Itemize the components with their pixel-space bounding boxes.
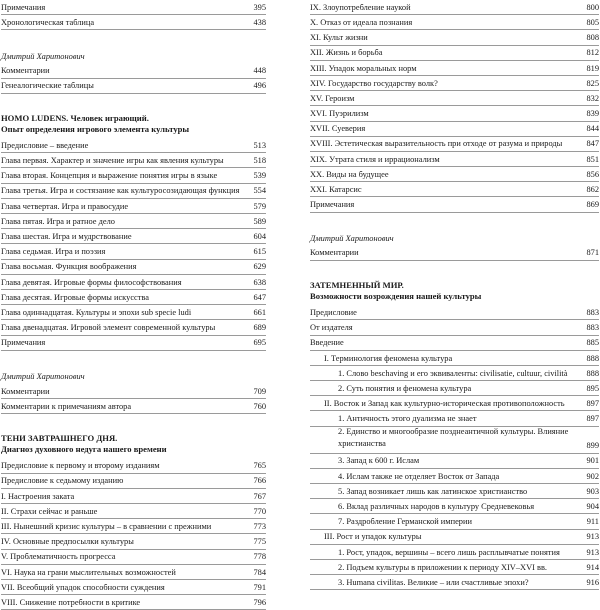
toc-entry-title: Глава двенадцатая. Игровой элемент современной культуры	[1, 324, 216, 333]
toc-entry-page: 904	[586, 502, 599, 511]
section-title: ТЕНИ ЗАВТРАШНЕГО ДНЯ.	[1, 433, 118, 444]
toc-entry-page: 901	[586, 456, 599, 466]
toc-entry-title: Хронологическая таблица	[1, 18, 95, 27]
toc-entry-title: 1. Слово beschaving и его эквиваленты: civilisatie, cultuur, civilità	[338, 369, 568, 378]
left-author2-entries	[1, 384, 266, 414]
toc-entry-title: XV. Героизм	[310, 94, 355, 103]
right-section-entries	[310, 305, 599, 590]
toc-entry-title: VII. Всеобщий упадок способности суждения	[1, 583, 165, 592]
toc-entry-title: Предисловие – введение	[1, 141, 89, 150]
toc-entry-page: 629	[253, 262, 266, 272]
toc-entry-page: 808	[586, 33, 599, 43]
toc-entry-page: 916	[586, 577, 599, 587]
toc-entry-page: 844	[586, 124, 599, 134]
toc-entry[interactable]	[310, 30, 599, 45]
toc-entry-title: Введение	[310, 339, 344, 348]
toc-entry[interactable]	[1, 336, 266, 351]
toc-entry-page: 862	[586, 185, 599, 195]
toc-entry-title: II. Восток и Запад как культурно-историческая противоположность	[324, 400, 565, 409]
toc-entry-title: Предисловие	[310, 308, 357, 317]
toc-entry-title: Глава третья. Игра и состязание как культуросозидающая функция	[1, 187, 240, 196]
toc-entry-page: 773	[253, 521, 266, 531]
toc-entry-page: 913	[586, 532, 599, 542]
toc-entry-title: III. Рост и упадок культуры	[324, 533, 422, 542]
toc-entry-title: Глава восьмая. Функция воображения	[1, 263, 137, 272]
toc-entry[interactable]	[310, 152, 599, 167]
toc-entry-title: X. Отказ от идеала познания	[310, 18, 413, 27]
toc-entry[interactable]	[310, 351, 599, 366]
toc-entry[interactable]	[310, 246, 599, 261]
toc-entry-title: I. Терминология феномена культура	[324, 354, 453, 363]
toc-entry-title: Глава одиннадцатая. Культуры и эпохи sub specie ludi	[1, 308, 192, 317]
toc-entry-title: Предисловие к седьмому изданию	[1, 477, 124, 486]
toc-entry-page: 766	[253, 476, 266, 486]
toc-entry-title: Комментарии	[310, 249, 359, 258]
toc-entry-page: 496	[253, 81, 266, 91]
toc-entry-page: 805	[586, 17, 599, 27]
toc-entry-page: 839	[586, 109, 599, 119]
toc-entry-title: IX. Злоупотребление наукой	[310, 3, 411, 12]
section-subtitle: Опыт определения игрового элемента культуры	[1, 123, 190, 134]
section-heading	[1, 109, 266, 138]
toc-entry-title: XVIII. Эстетическая выразительность при отходе от разума и природы	[310, 140, 563, 149]
toc-entry[interactable]	[1, 384, 266, 399]
toc-entry[interactable]	[310, 575, 599, 590]
toc-entry-title: XVII. Суеверия	[310, 125, 366, 134]
toc-entry-title: Примечания	[1, 3, 46, 12]
toc-entry-page: 897	[586, 399, 599, 409]
toc-entry[interactable]	[310, 106, 599, 121]
toc-entry[interactable]	[1, 199, 266, 214]
toc-entry[interactable]	[1, 15, 266, 30]
toc-entry-page: 661	[253, 307, 266, 317]
toc-entry-page: 902	[586, 471, 599, 481]
toc-entry-title: Примечания	[1, 339, 46, 348]
toc-entry-title: 5. Запад возникает лишь как латинское христианство	[338, 487, 528, 496]
toc-entry[interactable]	[310, 499, 599, 514]
toc-entry[interactable]	[1, 260, 266, 275]
toc-entry-title: От издателя	[310, 324, 353, 333]
toc-entry-title: Глава десятая. Игровые формы искусства	[1, 293, 149, 302]
toc-entry-title: Глава первая. Характер и значение игры как явления культуры	[1, 157, 224, 166]
toc-entry-title: XII. Жизнь и борьба	[310, 49, 383, 58]
toc-entry[interactable]	[310, 320, 599, 335]
toc-entry[interactable]	[1, 168, 266, 183]
toc-entry[interactable]	[310, 484, 599, 499]
toc-entry-title: II. Страхи сейчас и раньше	[1, 507, 98, 516]
toc-entry[interactable]	[1, 519, 266, 534]
toc-entry-page: 899	[586, 441, 599, 451]
section-heading	[310, 276, 599, 305]
toc-entry-page: 832	[586, 93, 599, 103]
toc-entry[interactable]	[1, 534, 266, 549]
toc-entry-page: 819	[586, 63, 599, 73]
toc-entry-title: Комментарии	[1, 67, 50, 76]
toc-entry-title: 2. Суть понятия и феномена культура	[338, 384, 472, 393]
toc-entry[interactable]	[310, 454, 599, 469]
toc-entry-page: 791	[253, 582, 266, 592]
toc-entry-page: 589	[253, 216, 266, 226]
toc-entry-title: 1. Античность этого дуализма не знает	[338, 415, 477, 424]
toc-entry-page: 869	[586, 200, 599, 210]
toc-entry[interactable]	[310, 76, 599, 91]
author-name: Дмитрий Харитонович	[1, 372, 85, 382]
toc-entry-title: III. Нынешний кризис культуры – в сравнении с прежними	[1, 522, 212, 531]
toc-entry-page: 579	[253, 201, 266, 211]
toc-entry-title: VI. Наука на грани мыслительных возможностей	[1, 568, 176, 577]
toc-entry[interactable]	[1, 550, 266, 565]
toc-entry-page: 513	[253, 140, 266, 150]
toc-entry[interactable]	[310, 514, 599, 529]
toc-entry[interactable]	[1, 184, 266, 199]
toc-entry-title: Глава вторая. Концепция и выражение понятия игры в языке	[1, 172, 218, 181]
toc-entry[interactable]	[1, 79, 266, 94]
toc-entry-title: XXI. Катарсис	[310, 186, 362, 195]
toc-entry[interactable]	[310, 15, 599, 30]
toc-entry-page: 825	[586, 78, 599, 88]
toc-entry-title: Предисловие к первому и второму изданиям	[1, 462, 160, 471]
toc-entry-page: 812	[586, 48, 599, 58]
toc-entry-title: Глава седьмая. Игра и поэзия	[1, 248, 106, 257]
right-top-entries	[310, 0, 599, 213]
toc-entry[interactable]	[1, 153, 266, 168]
toc-entry[interactable]	[310, 336, 599, 351]
toc-entry[interactable]	[1, 320, 266, 335]
toc-entry[interactable]	[1, 595, 266, 610]
section-subtitle: Диагноз духовного недуга нашего времени	[1, 444, 167, 455]
toc-entry[interactable]	[310, 0, 599, 15]
toc-entry-title: XI. Культ жизни	[310, 34, 368, 43]
toc-entry-page: 796	[253, 597, 266, 607]
toc-entry-page: 883	[586, 307, 599, 317]
toc-entry-page: 897	[586, 414, 599, 424]
toc-entry[interactable]	[310, 122, 599, 137]
toc-entry-page: 913	[586, 547, 599, 557]
toc-entry[interactable]	[310, 411, 599, 426]
toc-entry-title: Комментарии	[1, 387, 50, 396]
toc-entry-page: 856	[586, 169, 599, 179]
toc-entry[interactable]	[310, 427, 599, 454]
toc-entry-page: 888	[586, 353, 599, 363]
toc-entry-title: 7. Раздробление Германской империи	[338, 518, 472, 527]
toc-entry[interactable]	[1, 63, 266, 78]
right-author-entries	[310, 246, 599, 261]
toc-entry-page: 767	[253, 491, 266, 501]
toc-entry-page: 395	[253, 2, 266, 12]
toc-entry-page: 438	[253, 17, 266, 27]
toc-entry-page: 695	[253, 338, 266, 348]
toc-entry-page: 775	[253, 537, 266, 547]
toc-entry[interactable]	[1, 0, 266, 15]
toc-entry[interactable]	[1, 474, 266, 489]
toc-entry-page: 615	[253, 247, 266, 257]
toc-entry[interactable]	[1, 504, 266, 519]
section-title: ЗАТЕМНЕННЫЙ МИР.	[310, 279, 404, 290]
toc-entry[interactable]	[1, 399, 266, 414]
toc-entry[interactable]	[1, 229, 266, 244]
left-section2-entries	[1, 458, 266, 610]
toc-entry-page: 770	[253, 506, 266, 516]
toc-entry-title: Глава четвертая. Игра и правосудие	[1, 202, 129, 211]
toc-entry-title: 3. Humana civilitas. Великие – или счастливые эпохи?	[338, 578, 529, 587]
toc-entry-title: 3. Запад к 600 г. Ислам	[338, 457, 420, 466]
toc-entry-title: XX. Виды на будущее	[310, 170, 389, 179]
toc-entry-title: XIII. Упадок моральных норм	[310, 64, 417, 73]
toc-entry-page: 800	[586, 2, 599, 12]
toc-entry-page: 638	[253, 277, 266, 287]
toc-entry-page: 778	[253, 552, 266, 562]
toc-entry-page: 895	[586, 383, 599, 393]
toc-entry[interactable]	[1, 580, 266, 595]
section-subtitle: Возможности возрождения нашей культуры	[310, 290, 482, 301]
toc-entry-page: 518	[253, 156, 266, 166]
left-author1-entries	[1, 63, 266, 93]
toc-entry-title: 4. Ислам также не отделяет Восток от Запада	[338, 472, 500, 481]
toc-entry[interactable]	[1, 458, 266, 473]
toc-entry-title: Глава шестая. Игра и мудрствование	[1, 233, 132, 241]
toc-entry[interactable]	[310, 366, 599, 381]
toc-entry-title: 6. Вклад различных народов в культуру Средневековья	[338, 503, 535, 511]
author-name: Дмитрий Харитонович	[1, 51, 85, 61]
toc-entry-page: 647	[253, 292, 266, 302]
toc-entry[interactable]	[310, 61, 599, 76]
toc-entry[interactable]	[310, 137, 599, 152]
toc-entry-title: XVI. Пуэрилизм	[310, 110, 369, 119]
toc-entry[interactable]	[310, 396, 599, 411]
toc-entry-page: 903	[586, 486, 599, 496]
toc-entry-page: 914	[586, 562, 599, 572]
right-column	[310, 0, 599, 590]
toc-entry[interactable]	[310, 182, 599, 197]
toc-entry[interactable]	[1, 565, 266, 580]
left-column	[1, 0, 266, 610]
toc-entry-page: 604	[253, 232, 266, 241]
left-section1-entries	[1, 138, 266, 351]
toc-entry[interactable]	[310, 381, 599, 396]
toc-entry-page: 883	[586, 323, 599, 333]
toc-entry-page: 888	[586, 368, 599, 378]
toc-entry-page: 885	[586, 338, 599, 348]
toc-entry-title: 2. Подъем культуры в приложении к периоду XIV–XVI вв.	[338, 563, 548, 572]
toc-entry[interactable]	[1, 275, 266, 290]
toc-entry-title: Комментарии к примечаниям автора	[1, 402, 132, 411]
toc-entry-page: 709	[253, 386, 266, 396]
toc-entry-title: 2. Единство и многообразие позднеантичной культуры. Влияние христианства	[338, 427, 569, 449]
section-title: HOMO LUDENS. Человек играющий.	[1, 112, 149, 123]
toc-entry[interactable]	[310, 560, 599, 575]
toc-entry-title: XIV. Государство государству волк?	[310, 79, 438, 88]
toc-entry-page: 847	[586, 139, 599, 149]
toc-entry-title: XIX. Утрата стиля и иррационализм	[310, 155, 440, 164]
toc-entry[interactable]	[310, 197, 599, 212]
toc-entry-page: 851	[586, 154, 599, 164]
toc-entry[interactable]	[310, 305, 599, 320]
toc-entry[interactable]	[1, 244, 266, 259]
toc-entry-page: 760	[253, 401, 266, 411]
toc-entry-title: 1. Рост, упадок, вершины – всего лишь расплывчатые понятия	[338, 548, 560, 557]
toc-entry[interactable]	[310, 46, 599, 61]
toc-entry[interactable]	[1, 305, 266, 320]
toc-entry-page: 689	[253, 323, 266, 333]
toc-entry-title: V. Проблематичность прогресса	[1, 553, 116, 562]
toc-entry[interactable]	[1, 489, 266, 504]
section-heading	[1, 429, 266, 458]
toc-entry[interactable]	[310, 167, 599, 182]
toc-entry-page: 765	[253, 461, 266, 471]
toc-entry[interactable]	[1, 138, 266, 153]
toc-entry-page: 911	[586, 517, 599, 527]
toc-entry-page: 539	[253, 171, 266, 181]
toc-entry[interactable]	[310, 545, 599, 560]
toc-entry[interactable]	[310, 91, 599, 106]
left-top-entries	[1, 0, 266, 30]
toc-entry-title: VIII. Снижение потребности в критике	[1, 598, 141, 607]
toc-entry[interactable]	[1, 290, 266, 305]
toc-entry-page: 871	[586, 248, 599, 258]
toc-entry[interactable]	[310, 530, 599, 545]
toc-entry-page: 448	[253, 66, 266, 76]
toc-entry-title: Глава девятая. Игровые формы философствования	[1, 278, 182, 287]
toc-entry-title: Примечания	[310, 201, 355, 210]
toc-entry-title: I. Настроения заката	[1, 492, 75, 501]
toc-entry-page: 554	[253, 186, 266, 196]
toc-entry-title: Генеалогические таблицы	[1, 82, 94, 91]
toc-entry-title: Глава пятая. Игра и ратное дело	[1, 217, 115, 226]
toc-entry-title: IV. Основные предпосылки культуры	[1, 538, 134, 547]
toc-entry[interactable]	[1, 214, 266, 229]
author-name: Дмитрий Харитонович	[310, 234, 394, 244]
toc-entry-page: 784	[253, 567, 266, 577]
